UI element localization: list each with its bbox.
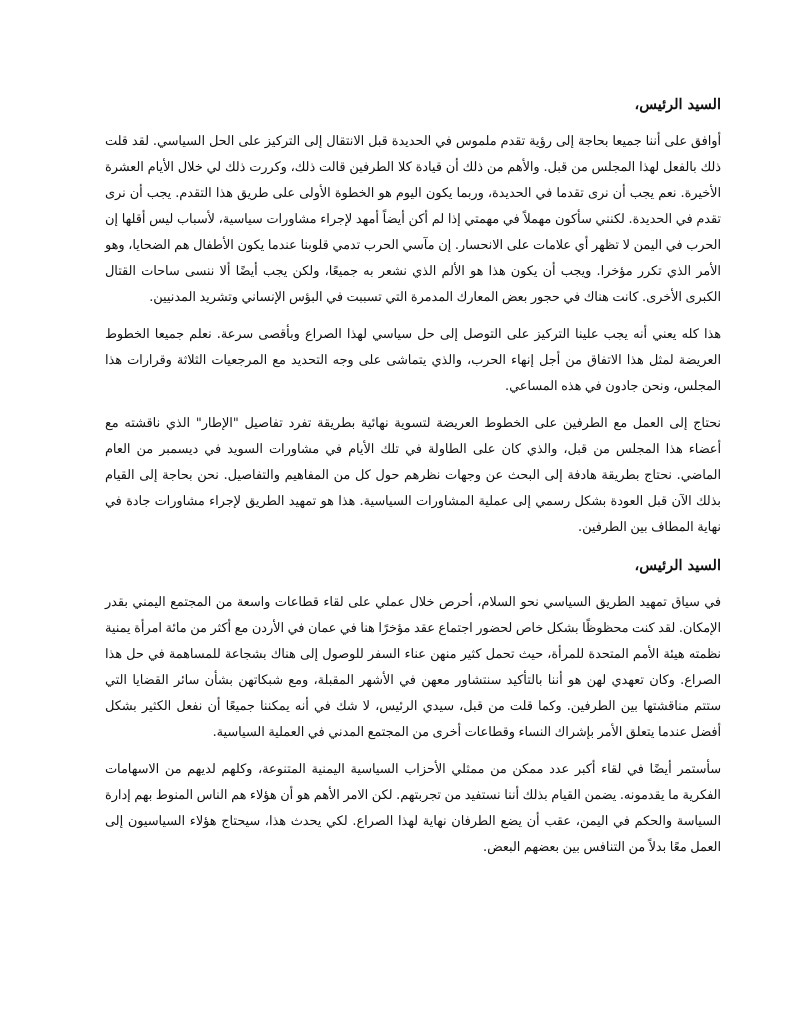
paragraph-hodeidah-progress: أوافق على أننا جميعا بحاجة إلى رؤية تقدم ملموس في الحديدة قبل الانتقال إلى التركيز على الحل السياسي. لقد قلت ذلك بالفعل لهذا المجلس من قبل. والأهم من ذلك أن قيادة كلا الطرفين قالت ذلك، وكررت ذلك لي خلال الأيام العشرة الأخيرة. نعم يجب أن نرى تقدما في الحديدة، وربما يكون اليوم هو الخطوة الأولى على طريق هذا التقدم. يجب أن نرى تقدم في الحديدة. لكنني سأكون مهملاً في مهمتي إذا لم أكن أيضاً أمهد لإجراء مشاورات سياسية، لأسباب ليس أقلها إن الحرب في اليمن لا تظهر أي علامات على الانحسار. إن مآسي الحرب تدمي قلوبنا عندما يكون الأطفال هم الضحايا، وهو الأمر الذي تكرر مؤخرا. ويجب أن يكون هذا هو الألم الذي نشعر به جميعًا، ولكن يجب أيضًا ألا ننسى ساحات القتال الكبرى الأخرى. كانت هناك في حجور بعض المعارك المدمرة التي تسببت في البؤس الإنساني وتشريد المدنيين. — [105, 134, 721, 305]
heading-mr-president: السيد الرئيس، — [634, 96, 721, 113]
paragraph-political-parties: سأستمر أيضًا في لقاء أكبر عدد ممكن من ممثلي الأحزاب السياسية اليمنية المتنوعة، وكلهم لديهم من الاسهامات الفكرية ما يقدمونه. يضمن القيام بذلك أننا نستفيد من تجربتهم. لكن الامر الأهم هو أن هؤلاء هم الناس المنوط بهم إدارة السياسة والحكم في اليمن، عقب أن يضع الطرفان نهاية لهذا الصراع. لكي يحدث هذا، سيحتاج هؤلاء السياسيون إلى العمل معًا بدلاً من التنافس بين بعضهم البعض. — [105, 762, 721, 855]
heading-mr-president-2: السيد الرئيس، — [634, 557, 721, 574]
document-page — [105, 94, 721, 872]
paragraph-political-solution: هذا كله يعني أنه يجب علينا التركيز على التوصل إلى حل سياسي لهذا الصراع وبأقصى سرعة. نعلم جميعا الخطوط العريضة لمثل هذا الاتفاق من أجل إنهاء الحرب، والذي يتماشى على وجه التحديد مع المرجعيات الثلاثة وقرارات هذا المجلس، ونحن جادون في هذه المساعي. — [105, 327, 721, 394]
paragraph-women-civil-society: في سياق تمهيد الطريق السياسي نحو السلام، أحرص خلال عملي على لقاء قطاعات واسعة من المجتمع اليمني بقدر الإمكان. لقد كنت محظوظًا بشكل خاص لحضور اجتماع عقد مؤخرًا هنا في عمان في الأردن مع أكثر من مائة امرأة يمنية نظمته هيئة الأمم المتحدة للمرأة، حيث تحمل كثير منهن عناء السفر للوصول إلى هناك بشجاعة للمساهمة في حل هذا الصراع. وكان تعهدي لهن هو أننا بالتأكيد سنتشاور معهن في الأشهر المقبلة، ومع شبكاتهن بشأن سائر القضايا التي ستتم مناقشتها بين الطرفين. وكما قلت من قبل، سيدي الرئيس، لا شك في أنه يمكننا جميعًا أن نفعل الكثير بشكل أفضل عندما يتعلق الأمر بإشراك النساء وقطاعات أخرى من المجتمع المدني في العملية السياسية. — [105, 595, 721, 740]
paragraph-framework: نحتاج إلى العمل مع الطرفين على الخطوط العريضة لتسوية نهائية بطريقة تفرد تفاصيل "الإطار" الذي ناقشته مع أعضاء هذا المجلس من قبل، والذي كان على الطاولة في تلك الأيام في مشاورات السويد في ديسمبر من العام الماضي. نحتاج بطريقة هادفة إلى البحث عن وجهات نظرهم حول كل من المفاهيم والتفاصيل. نحن بحاجة إلى القيام بذلك الآن قبل العودة بشكل رسمي إلى عملية المشاورات السياسية. هذا هو تمهيد الطريق لإجراء مشاورات جادة في نهاية المطاف بين الطرفين. — [105, 416, 721, 535]
